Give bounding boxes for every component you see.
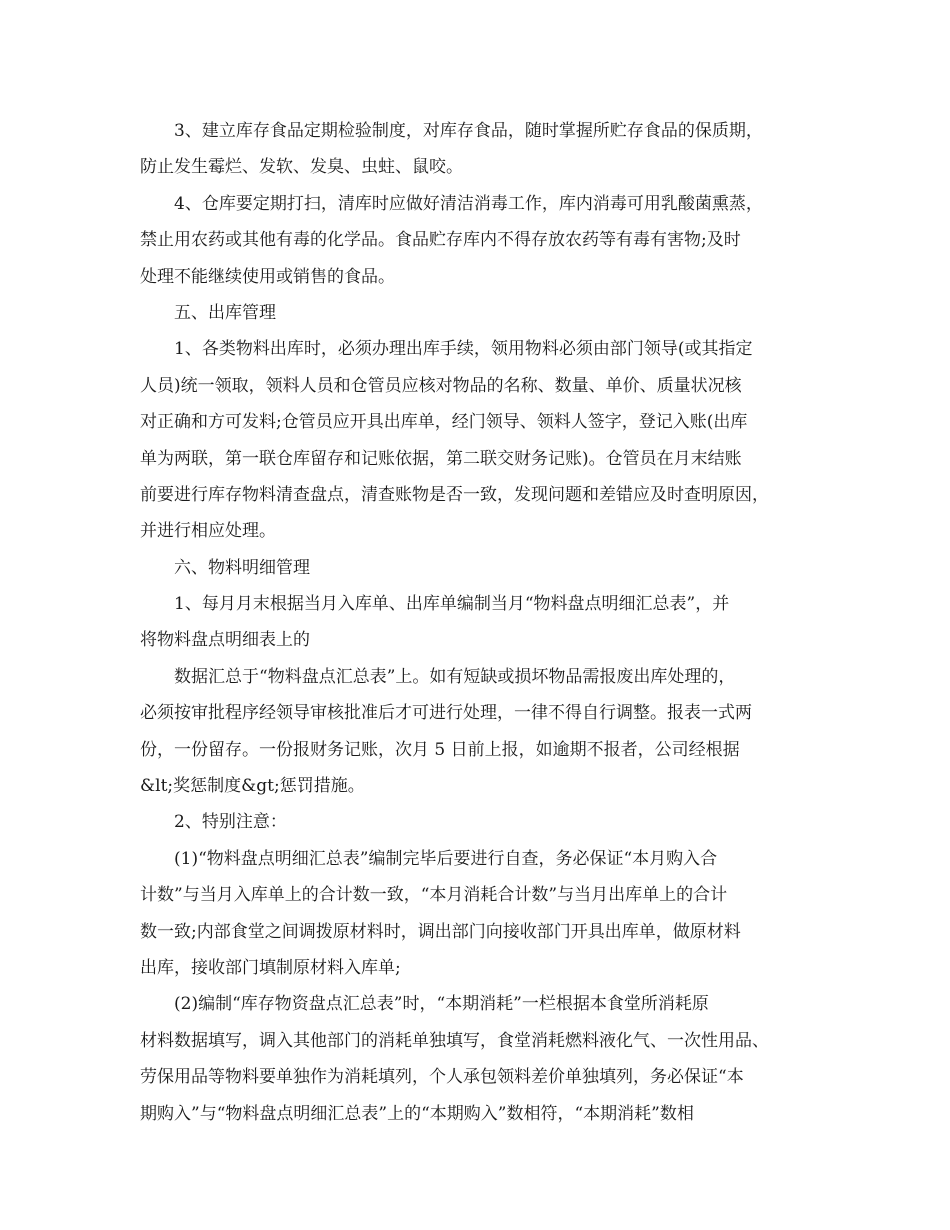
- section-heading: 五、出库管理: [174, 302, 276, 323]
- text-line: 期购入”与“物料盘点明细汇总表”上的“本期购入”数相符，“本期消耗”数相: [140, 1103, 694, 1124]
- text-line: 处理不能继续使用或销售的食品。: [140, 266, 395, 287]
- text-line: 份，一份留存。一份报财务记账，次月 5 日前上报，如逾期不报者，公司经根据: [140, 739, 740, 760]
- text-line: 材料数据填写，调入其他部门的消耗单独填写，食堂消耗燃料液化气、一次性用品、: [140, 1030, 769, 1051]
- text-line: &lt;奖惩制度&gt;惩罚措施。: [140, 776, 365, 797]
- text-line: 单为两联，第一联仓库留存和记账依据，第二联交财务记账)。仓管员在月末结账: [140, 448, 742, 469]
- text-line: 1、每月月末根据当月入库单、出库单编制当月“物料盘点明细汇总表”，并: [174, 594, 730, 615]
- text-line: (2)编制“库存物资盘点汇总表”时，“本期消耗”一栏根据本食堂所消耗原: [174, 994, 709, 1015]
- text-line: 前要进行库存物料清查盘点，清查账物是否一致，发现问题和差错应及时查明原因，: [140, 484, 769, 505]
- section-heading: 六、物料明细管理: [174, 557, 310, 578]
- text-line: 1、各类物料出库时，必须办理出库手续，领用物料必须由部门领导(或其指定: [174, 339, 753, 360]
- text-line: 4、仓库要定期打扫，清库时应做好清洁消毒工作，库内消毒可用乳酸菌熏蒸，: [174, 193, 763, 214]
- text-line: 对正确和方可发料;仓管员应开具出库单，经门领导、领料人签字，登记入账(出库: [140, 412, 748, 433]
- text-line: 并进行相应处理。: [140, 521, 276, 542]
- document-body: [140, 113, 812, 1132]
- text-line: 数据汇总于“物料盘点汇总表”上。如有短缺或损坏物品需报废出库处理的，: [174, 666, 736, 687]
- text-line: (1)“物料盘点明细汇总表”编制完毕后要进行自查，务必保证“本月购入合: [174, 848, 718, 869]
- text-line: 计数”与当月入库单上的合计数一致，“本月消耗合计数”与当月出库单上的合计: [140, 885, 728, 906]
- text-line: 3、建立库存食品定期检验制度，对库存食品，随时掌握所贮存食品的保质期，: [174, 121, 763, 141]
- text-line: 防止发生霉烂、发软、发臭、虫蛀、鼠咬。: [140, 157, 463, 178]
- text-line: 将物料盘点明细表上的: [140, 630, 310, 651]
- text-line: 2、特别注意：: [174, 812, 287, 833]
- text-line: 人员)统一领取，领料人员和仓管员应核对物品的名称、数量、单价、质量状况核: [140, 375, 742, 396]
- text-line: 禁止用农药或其他有毒的化学品。食品贮存库内不得存放农药等有毒有害物;及时: [140, 230, 741, 251]
- text-line: 数一致;内部食堂之间调拨原材料时，调出部门向接收部门开具出库单，做原材料: [140, 921, 741, 942]
- text-line: 出库，接收部门填制原材料入库单;: [140, 957, 401, 978]
- text-line: 劳保用品等物料要单独作为消耗填列，个人承包领料差价单独填列，务必保证“本: [140, 1067, 744, 1088]
- text-line: 必须按审批程序经领导审核批准后才可进行处理，一律不得自行调整。报表一式两: [140, 703, 752, 724]
